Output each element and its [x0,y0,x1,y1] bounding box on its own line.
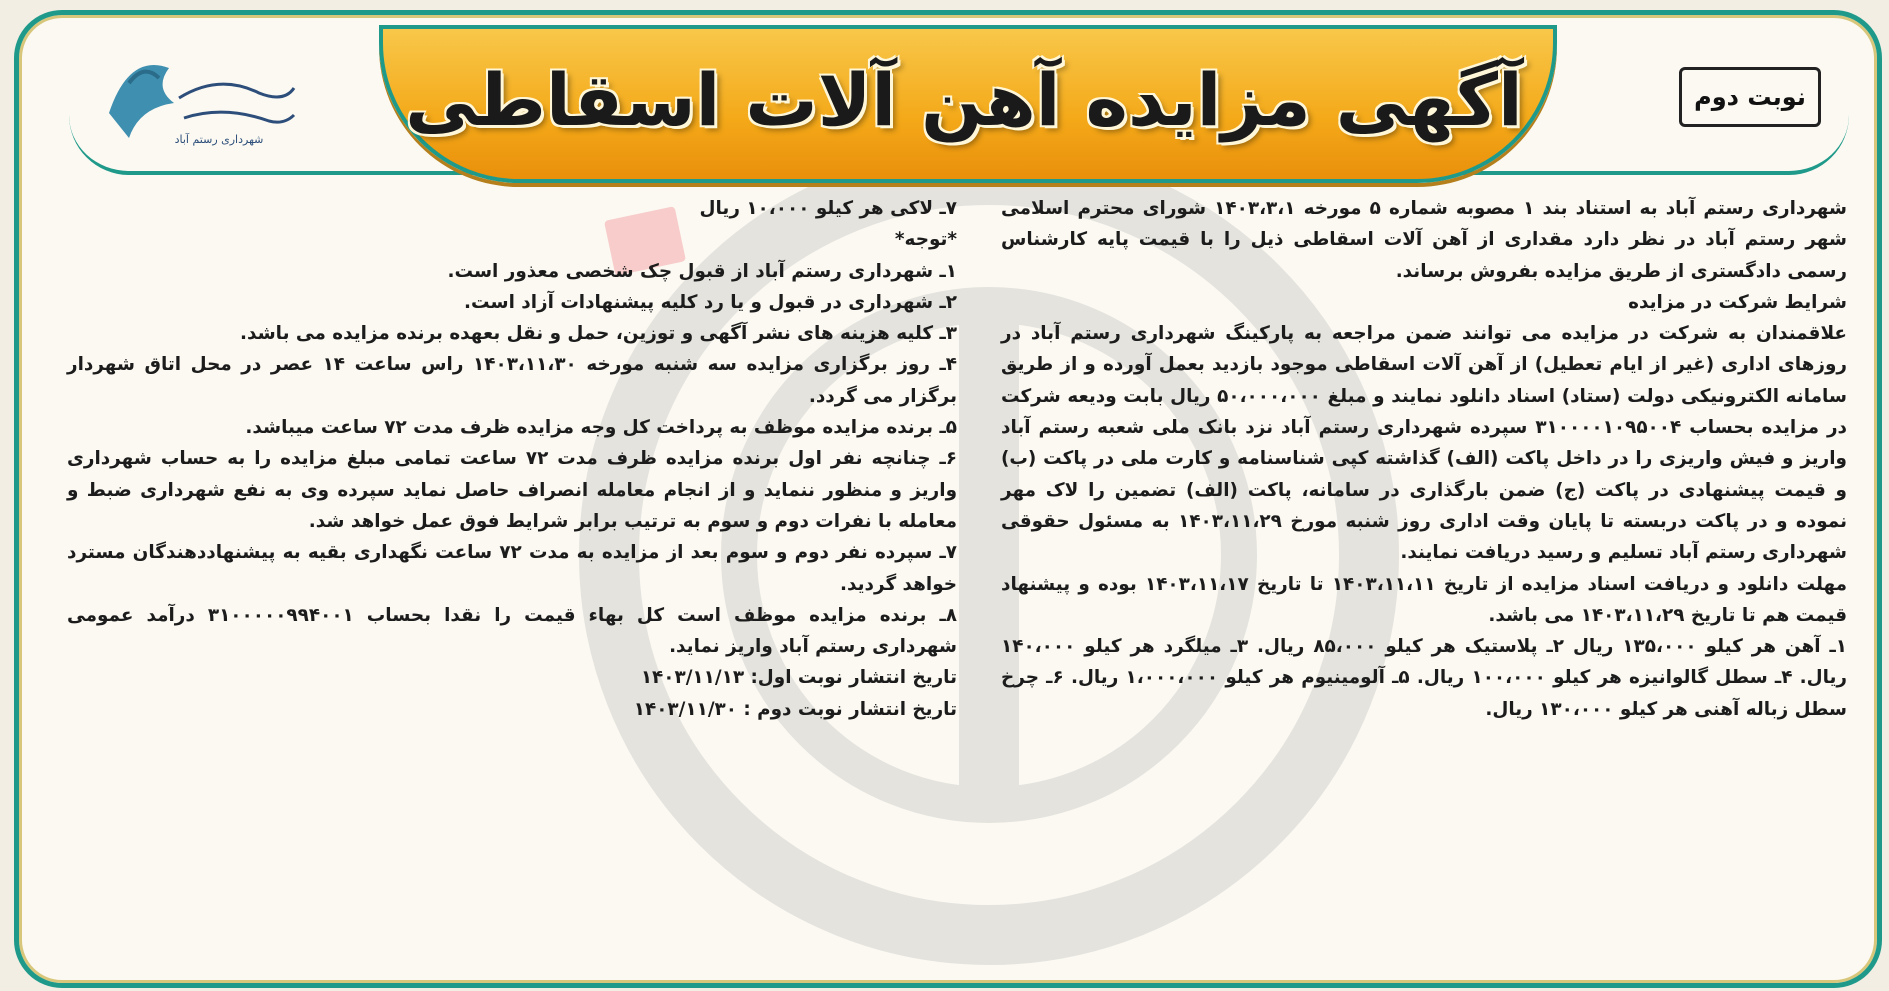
note-6: ۶ـ چنانچه نفر اول برنده مزایده ظرف مدت ۷۲ ساعت تمامی مبلغ مزایده را به حساب شهرداری واریز و منظور ننماید و از انجام معامله انصراف حاصل نماید سپرده وی به نفع شهرداری ضبط و معامله با نفرات دوم و سوم به ترتیب برابر شرایط فوق عمل خواهد شد. [67,448,957,532]
price-list-paragraph: ۱ـ آهن هر کیلو ۱۳۵،۰۰۰ ریال ۲ـ پلاستیک هر کیلو ۸۵،۰۰۰ ریال. ۳ـ میلگرد هر کیلو ۱۴۰،۰۰۰ ریال. ۴ـ سطل گالوانیزه هر کیلو ۱۰۰،۰۰۰ ریال. ۵ـ آلومینیوم هر کیلو ۱،۰۰۰،۰۰۰ ریال. ۶ـ چرخ سطل زباله آهنی هر کیلو ۱۳۰،۰۰۰ ریال. [1001,636,1848,720]
note-8: ۸ـ برنده مزایده موظف است کل بهاء قیمت را نقدا بحساب ۳۱۰۰۰۰۰۹۹۴۰۰۱ درآمد عمومی شهرداری رستم آباد واریز نماید. [67,604,957,658]
note-4: ۴ـ روز برگزاری مزایده سه شنبه مورخه ۱۴۰۳،۱۱،۳۰ راس ساعت ۱۴ عصر در محل اتاق شهردار برگزار می گردد. [67,354,958,407]
first-publication-date: تاریخ انتشار نوبت اول: ۱۴۰۳/۱۱/۱۳ [640,667,957,689]
note-7: ۷ـ سپرده نفر دوم و سوم بعد از مزایده به مدت ۷۲ ساعت نگهداری بقیه به پیشنهاددهندگان مسترد خواهد گردید. [67,542,957,595]
second-publication-date: تاریخ انتشار نوبت دوم : ۱۴۰۳/۱۱/۳۰ [633,698,957,720]
municipality-logo [99,43,299,153]
right-column [1001,193,1847,725]
edition-badge: نوبت دوم [1679,67,1821,127]
note-5: ۵ـ برنده مزایده موظف به پرداخت کل وجه مزایده ظرف مدت ۷۲ ساعت میباشد. [245,417,957,439]
deadline-paragraph: مهلت دانلود و دریافت اسناد مزایده از تاریخ ۱۴۰۳،۱۱،۱۱ تا تاریخ ۱۴۰۳،۱۱،۱۷ بوده و پیشنهاد قیمت هم تا تاریخ ۱۴۰۳،۱۱،۲۹ می باشد. [1001,573,1848,626]
note-heading: *توجه* [894,229,957,251]
logo-lettering: شهرداری رستم آباد [174,133,264,146]
conditions-heading: شرایط شرکت در مزایده [1628,291,1847,313]
left-column [67,193,957,725]
item-7-line: ۷ـ لاکی هر کیلو ۱۰،۰۰۰ ریال [699,198,957,219]
note-3: ۳ـ کلیه هزینه های نشر آگهی و توزین، حمل و نقل بعهده برنده مزایده می باشد. [239,323,957,345]
note-2: ۲ـ شهرداری در قبول و یا رد کلیه پیشنهادات آزاد است. [464,291,957,313]
conditions-paragraph: علاقمندان به شرکت در مزایده می توانند ضمن مراجعه به پارکینگ شهرداری رستم آباد در روزهای اداری (غیر از ایام تعطیل) از آهن آلات اسقاطی موجود بازدید بعمل آورده و از طریق سامانه الکترونیکی دولت (ستاد) اسناد دانلود نمایند و مبلغ ۵۰،۰۰۰،۰۰۰ ریال بابت ودیعه شرکت در مزایده بحساب ۳۱۰۰۰۰۱۰۹۵۰۰۴ سپرده شهرداری رستم آباد نزد بانک ملی شعبه رستم آباد واریز و فیش واریزی را در داخل پاکت (الف) گذاشته کپی شناسنامه و کارت ملی در پاکت (ب) و قیمت پیشنهادی در پاکت (ج) ضمن بارگذاری در سامانه، پاکت (الف) تضمین را لاک مهر نموده و در پاکت دربسته تا پایان وقت اداری روز شنبه مورخ ۱۴۰۳،۱۱،۲۹ به مسئول حقوقی شهرداری رستم آباد تسلیم و رسید دریافت نمایند. [1001,323,1847,564]
advertisement-sheet [14,10,1882,988]
intro-paragraph: شهرداری رستم آباد به استناد بند ۱ مصوبه شماره ۵ مورخه ۱۴۰۳،۳،۱ شورای محترم اسلامی شهر رستم آباد در نظر دارد مقداری از آهن آلات اسقاطی ذیل را با قیمت پایه کارشناس رسمی دادگستری از طریق مزایده بفروش برساند. [1001,198,1848,282]
page-title: آگهی مزایده آهن آلات اسقاطی [405,58,1523,142]
note-1: ۱ـ شهرداری رستم آباد از قبول چک شخصی معذور است. [447,260,957,282]
